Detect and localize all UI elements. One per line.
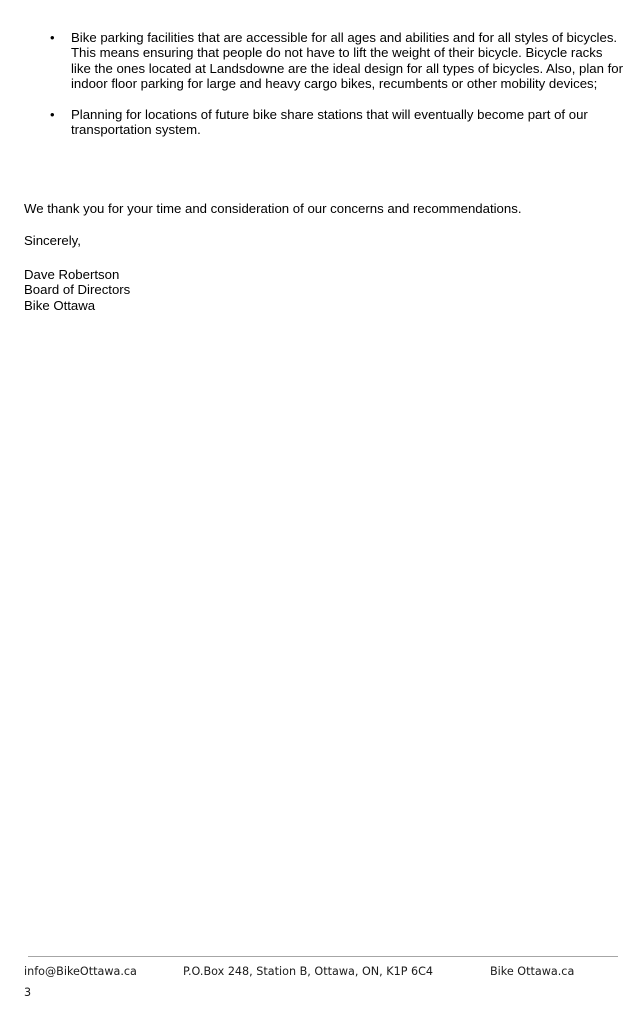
bullet-icon: • <box>50 106 55 122</box>
footer-divider <box>28 956 618 957</box>
footer-email: info@BikeOttawa.ca <box>24 965 137 978</box>
footer-address: P.O.Box 248, Station B, Ottawa, ON, K1P 6C4 <box>183 965 434 978</box>
closing-salutation: Sincerely, <box>24 233 81 248</box>
closing-thanks: We thank you for your time and consideration of our concerns and recommendations. <box>24 201 522 216</box>
page-number: 3 <box>24 986 32 999</box>
bullet-icon: • <box>50 30 55 45</box>
list-item <box>0 30 641 92</box>
bullet-text: Bike parking facilities that are accessible for all ages and abilities and for all styles of bicycles. This means ensuring that people do not have to lift the weight of their bicycle. Bicycle racks like the ones located at Landsdowne are the ideal design for all types of bicycles. Also, plan for indoor floor parking for large and heavy cargo bikes, recumbents or other mobility devices; <box>71 30 624 92</box>
signer-name: Dave Robertson <box>24 267 120 282</box>
footer-website: Bike Ottawa.ca <box>490 965 575 978</box>
signer-organization: Bike Ottawa <box>24 297 96 313</box>
recommendation-list <box>0 30 641 152</box>
signer-role: Board of Directors <box>24 282 131 298</box>
list-item <box>0 107 641 138</box>
signature-block <box>24 267 130 313</box>
bullet-text: Planning for locations of future bike share stations that will eventually become part of our transportation system. <box>71 106 588 138</box>
